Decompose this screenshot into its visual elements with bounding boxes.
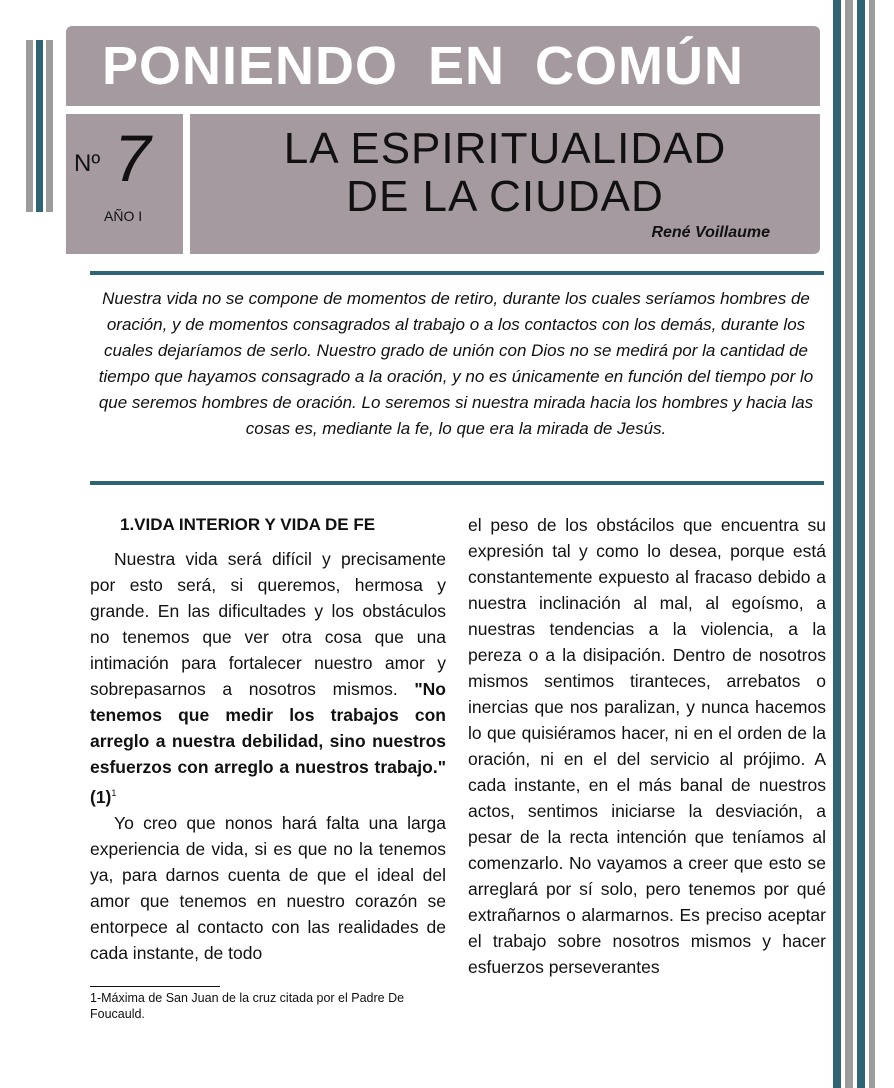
left-stripe-gray-1 — [26, 40, 33, 212]
masthead-title: PONIENDO EN COMÚN — [102, 36, 745, 96]
issue-number: 7 — [114, 121, 151, 195]
footnote: 1-Máxima de San Juan de la cruz citada por el Padre De Foucauld. — [90, 991, 405, 1021]
paragraph-2: Yo creo que nonos hará falta una larga experiencia de vida, si es que no la tenemos ya, para darnos cuenta de que el ideal del amor que tenemos en nuestro corazón se entorpece al contacto con las realidades de cada instante, de todo — [90, 812, 446, 963]
article-author: René Voillaume — [651, 224, 770, 241]
issue-number-label: Nº — [74, 150, 101, 177]
right-stripe-gray-1 — [845, 0, 853, 1088]
right-stripe-gray-2 — [869, 0, 875, 1088]
body-column-left — [90, 512, 446, 966]
paragraph-1-text: Nuestra vida será difícil y precisamente por esto será, si queremos, hermosa y grande. En las dificultades y los obstáculos no tenemos que ver otra cosa que una intimación para fortalecer nuestro amor y sobrepasarnos a nosotros mismos. — [90, 549, 446, 699]
footnote-ref: 1 — [111, 788, 117, 798]
issue-year: AÑO I — [104, 208, 143, 224]
left-stripe-gray-2 — [46, 40, 53, 212]
intro-top-rule — [90, 271, 824, 275]
paragraph-2-continued: el peso de los obstácilos que encuentra su expresión tal y como lo desea, porque está constantemente expuesto al fracaso debido a nuestra inclinación al mal, al egoísmo, a nuestras tendencias a la violencia, a la pereza o a la disipación. Dentro de nosotros mismos sentimos tiranteces, arrebatos o inercias que nos paralizan, y nunca hacemos lo que quisiéramos hacer, ni en el orden de la oración, ni en el del servicio al prójimo. A cada instante, en el más banal de nuestros actos, sentimos iniciarse la desviación, a pesar de la recta intención que teníamos al comenzarlo. No vayamos a creer que esto se arreglará por sí solo, pero tenemos por qué extrañarnos o alarmarnos. Es preciso aceptar el trabajo sobre nosotros mismos y hacer esfuerzos perseverantes — [468, 515, 826, 977]
footnote-rule — [90, 986, 220, 987]
intro-paragraph: Nuestra vida no se compone de momentos de retiro, durante los cuales seríamos hombres de oración, y de momentos consagrados al trabajo o a los contactos con los demás, durante los cuales dejaríamos de serlo. Nuestro grado de unión con Dios no se medirá por la cantidad de tiempo que hayamos consagrado a la oración, y no es únicamente en función del tiempo por lo que seremos hombres de oración. Lo seremos si nuestra mirada hacia los hombres y hacia las cosas es, mediante la fe, lo que era la mirada de Jesús. — [98, 289, 814, 438]
right-stripe-teal-2 — [857, 0, 865, 1088]
right-stripe-teal-1 — [833, 0, 841, 1088]
paragraph-1-quote: "No tenemos que medir los trabajos con arreglo a nuestra debilidad, sino nuestros esfuerzos con arreglo a nuestros trabajo." (1) — [90, 679, 446, 807]
body-column-right — [468, 512, 826, 980]
article-title-line-2: DE LA CIUDAD — [346, 172, 664, 221]
paragraph-1 — [90, 546, 446, 810]
article-title-line-1: LA ESPIRITUALIDAD — [283, 124, 727, 173]
intro-bottom-rule — [90, 481, 824, 485]
left-stripe-teal — [36, 40, 43, 212]
section-heading: 1.VIDA INTERIOR Y VIDA DE FE — [120, 515, 376, 534]
